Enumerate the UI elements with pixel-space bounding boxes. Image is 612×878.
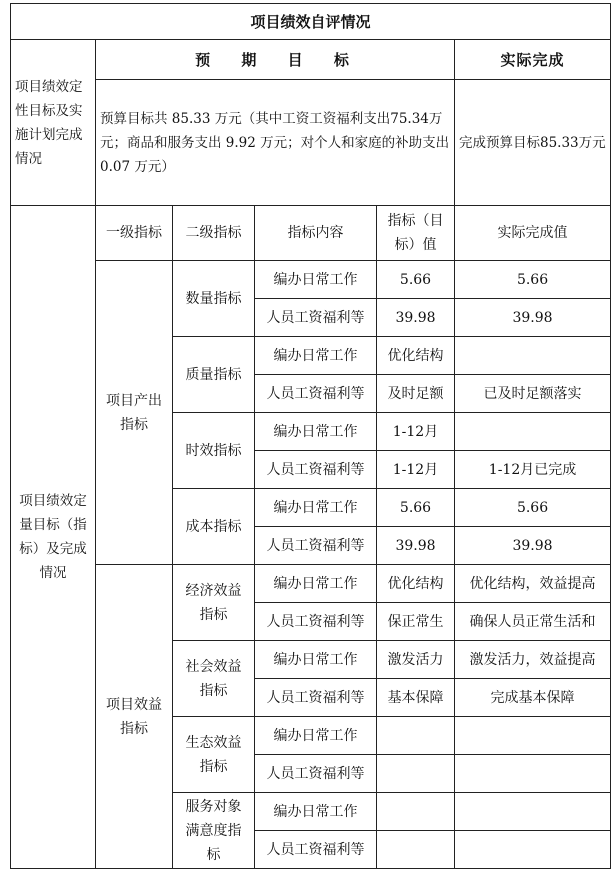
indicator-content: 编办日常工作 xyxy=(255,717,377,755)
indicator-actual: 1-12月已完成 xyxy=(455,451,611,489)
indicator-actual: 5.66 xyxy=(455,489,611,527)
indicator-content: 人员工资福利等 xyxy=(255,527,377,565)
indicator-target: 优化结构 xyxy=(377,565,455,603)
indicator-target xyxy=(377,831,455,869)
indicator-content: 人员工资福利等 xyxy=(255,679,377,717)
indicator-content: 编办日常工作 xyxy=(255,489,377,527)
indicator-actual: 39.98 xyxy=(455,299,611,337)
indicator-actual xyxy=(455,831,611,869)
indicator-content: 人员工资福利等 xyxy=(255,755,377,793)
indicator-actual xyxy=(455,413,611,451)
indicator-actual: 确保人员正常生活和 xyxy=(455,603,611,641)
header-content: 指标内容 xyxy=(255,206,377,261)
indicator-actual: 激发活力，效益提高 xyxy=(455,641,611,679)
expected-text: 预算目标共 85.33 万元（其中工资工资福利支出75.34万元；商品和服务支出 9.92 万元；对个人和家庭的补助支出 0.07 万元） xyxy=(96,80,455,206)
header-level2: 二级指标 xyxy=(173,206,255,261)
indicator-actual xyxy=(455,793,611,831)
indicator-target: 5.66 xyxy=(377,261,455,299)
indicator-content: 编办日常工作 xyxy=(255,565,377,603)
indicator-content: 人员工资福利等 xyxy=(255,375,377,413)
indicator-target: 39.98 xyxy=(377,527,455,565)
indicator-content: 人员工资福利等 xyxy=(255,451,377,489)
table-row xyxy=(11,261,611,299)
indicator-target: 5.66 xyxy=(377,489,455,527)
indicator-target: 及时足额 xyxy=(377,375,455,413)
table-title: 项目绩效自评情况 xyxy=(11,4,611,40)
indicator-actual xyxy=(455,755,611,793)
performance-table xyxy=(10,3,611,869)
table-row xyxy=(11,565,611,603)
indicator-actual: 优化结构，效益提高 xyxy=(455,565,611,603)
indicator-target: 1-12月 xyxy=(377,413,455,451)
level1-indicator: 项目产出指标 xyxy=(96,261,173,565)
indicator-target xyxy=(377,755,455,793)
indicator-content: 编办日常工作 xyxy=(255,413,377,451)
indicator-actual: 已及时足额落实 xyxy=(455,375,611,413)
indicator-content: 编办日常工作 xyxy=(255,261,377,299)
level2-indicator: 生态效益指标 xyxy=(173,717,255,793)
level1-indicator: 项目效益指标 xyxy=(96,565,173,869)
level2-indicator: 时效指标 xyxy=(173,413,255,489)
indicator-actual: 39.98 xyxy=(455,527,611,565)
indicator-actual xyxy=(455,717,611,755)
header-actual: 实际完成值 xyxy=(455,206,611,261)
indicator-content: 人员工资福利等 xyxy=(255,831,377,869)
indicator-content: 人员工资福利等 xyxy=(255,299,377,337)
indicator-content: 编办日常工作 xyxy=(255,793,377,831)
quantitative-label: 项目绩效定量目标（指标）及完成情况 xyxy=(11,206,96,869)
header-target: 指标（目标）值 xyxy=(377,206,455,261)
qualitative-label: 项目绩效定性目标及实施计划完成情况 xyxy=(11,40,96,206)
actual-header: 实际完成 xyxy=(455,40,611,80)
level2-indicator: 服务对象满意度指标 xyxy=(173,793,255,869)
indicator-content: 编办日常工作 xyxy=(255,641,377,679)
indicator-target: 保正常生 xyxy=(377,603,455,641)
indicator-target: 基本保障 xyxy=(377,679,455,717)
level2-indicator: 社会效益指标 xyxy=(173,641,255,717)
header-level1: 一级指标 xyxy=(96,206,173,261)
level2-indicator: 经济效益指标 xyxy=(173,565,255,641)
expected-header: 预 期 目 标 xyxy=(96,40,455,80)
indicator-actual: 5.66 xyxy=(455,261,611,299)
indicator-content: 编办日常工作 xyxy=(255,337,377,375)
level2-indicator: 数量指标 xyxy=(173,261,255,337)
actual-text: 完成预算目标85.33万元 xyxy=(455,80,611,206)
level2-indicator: 质量指标 xyxy=(173,337,255,413)
indicator-target xyxy=(377,793,455,831)
indicator-target xyxy=(377,717,455,755)
indicator-actual: 完成基本保障 xyxy=(455,679,611,717)
indicator-target: 1-12月 xyxy=(377,451,455,489)
indicator-target: 39.98 xyxy=(377,299,455,337)
level2-indicator: 成本指标 xyxy=(173,489,255,565)
indicator-target: 优化结构 xyxy=(377,337,455,375)
indicator-actual xyxy=(455,337,611,375)
indicator-target: 激发活力 xyxy=(377,641,455,679)
indicator-content: 人员工资福利等 xyxy=(255,603,377,641)
